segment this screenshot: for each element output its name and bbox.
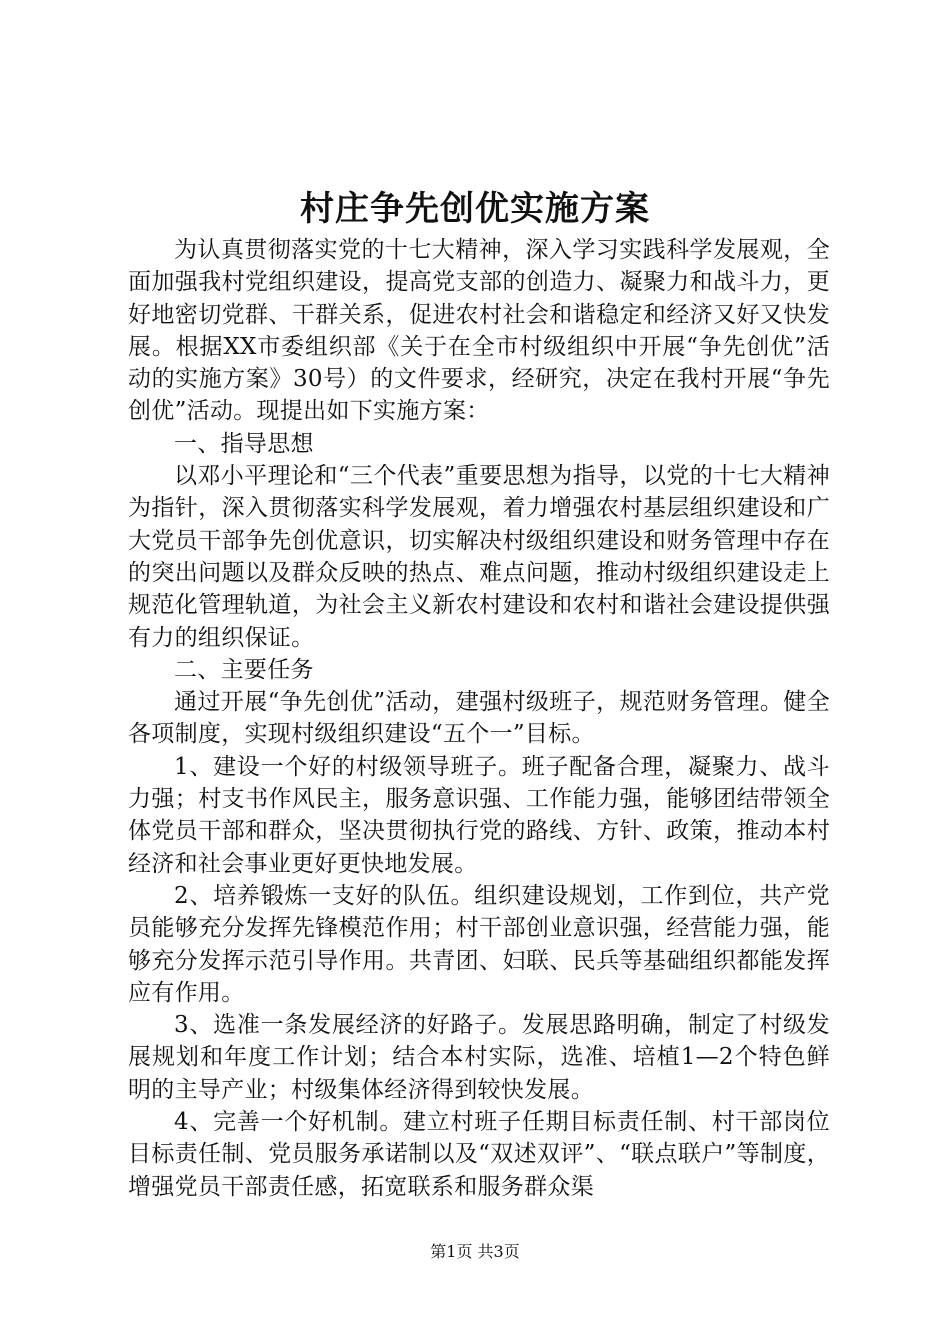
document-body bbox=[128, 234, 830, 1203]
section-heading-main-tasks: 二、主要任务 bbox=[174, 656, 314, 683]
document-title: 村庄争先创优实施方案 bbox=[300, 189, 650, 229]
paragraph-guiding-thought: 以邓小平理论和“三个代表”重要思想为指导，以党的十七大精神为指针，深入贯彻落实科学发展观，着力增强农村基层组织建设和广大党员干部争先创优意识，切实解决村级组织建设和财务管理中存在的突出问题以及群众反映的热点、难点问题，推动村级组织建设走上规范化管理轨道，为社会主义新农村建设和农村和谐社会建设提供强有力的组织保证。 bbox=[128, 463, 830, 651]
paragraph-task-4: 4、完善一个好机制。建立村班子任期目标责任制、村干部岗位目标责任制、党员服务承诺制以及“双述双评”、“联点联户”等制度，增强党员干部责任感，拓宽联系和服务群众渠 bbox=[128, 1109, 830, 1200]
paragraph-intro: 为认真贯彻落实党的十七大精神，深入学习实践科学发展观，全面加强我村党组织建设，提高党支部的创造力、凝聚力和战斗力，更好地密切党群、干群关系，促进农村社会和谐稳定和经济又好又快发展。根据XX市委组织部《关于在全市村级组织中开展“争先创优”活动的实施方案》30号）的文件要求，经研究，决定在我村开展“争先创优”活动。现提出如下实施方案： bbox=[128, 237, 830, 425]
section-heading-guiding-thought: 一、指导思想 bbox=[174, 430, 314, 457]
page-footer: 第1页 共3页 bbox=[430, 1242, 520, 1261]
paragraph-task-2: 2、培养锻炼一支好的队伍。组织建设规划，工作到位，共产党员能够充分发挥先锋模范作用；村干部创业意识强，经营能力强，能够充分发挥示范引导作用。共青团、妇联、民兵等基础组织都能发挥应有作用。 bbox=[128, 882, 830, 1006]
paragraph-task-3: 3、选准一条发展经济的好路子。发展思路明确，制定了村级发展规划和年度工作计划；结合本村实际，选准、培植1—2个特色鲜明的主导产业；村级集体经济得到较快发展。 bbox=[128, 1012, 830, 1103]
paragraph-task-1: 1、建设一个好的村级领导班子。班子配备合理，凝聚力、战斗力强；村支书作风民主，服务意识强、工作能力强，能够团结带领全体党员干部和群众，坚决贯彻执行党的路线、方针、政策，推动本村经济和社会事业更好更快地发展。 bbox=[128, 753, 830, 877]
paragraph-main-tasks: 通过开展“争先创优”活动，建强村级班子，规范财务管理。健全各项制度，实现村级组织建设“五个一”目标。 bbox=[128, 689, 830, 748]
